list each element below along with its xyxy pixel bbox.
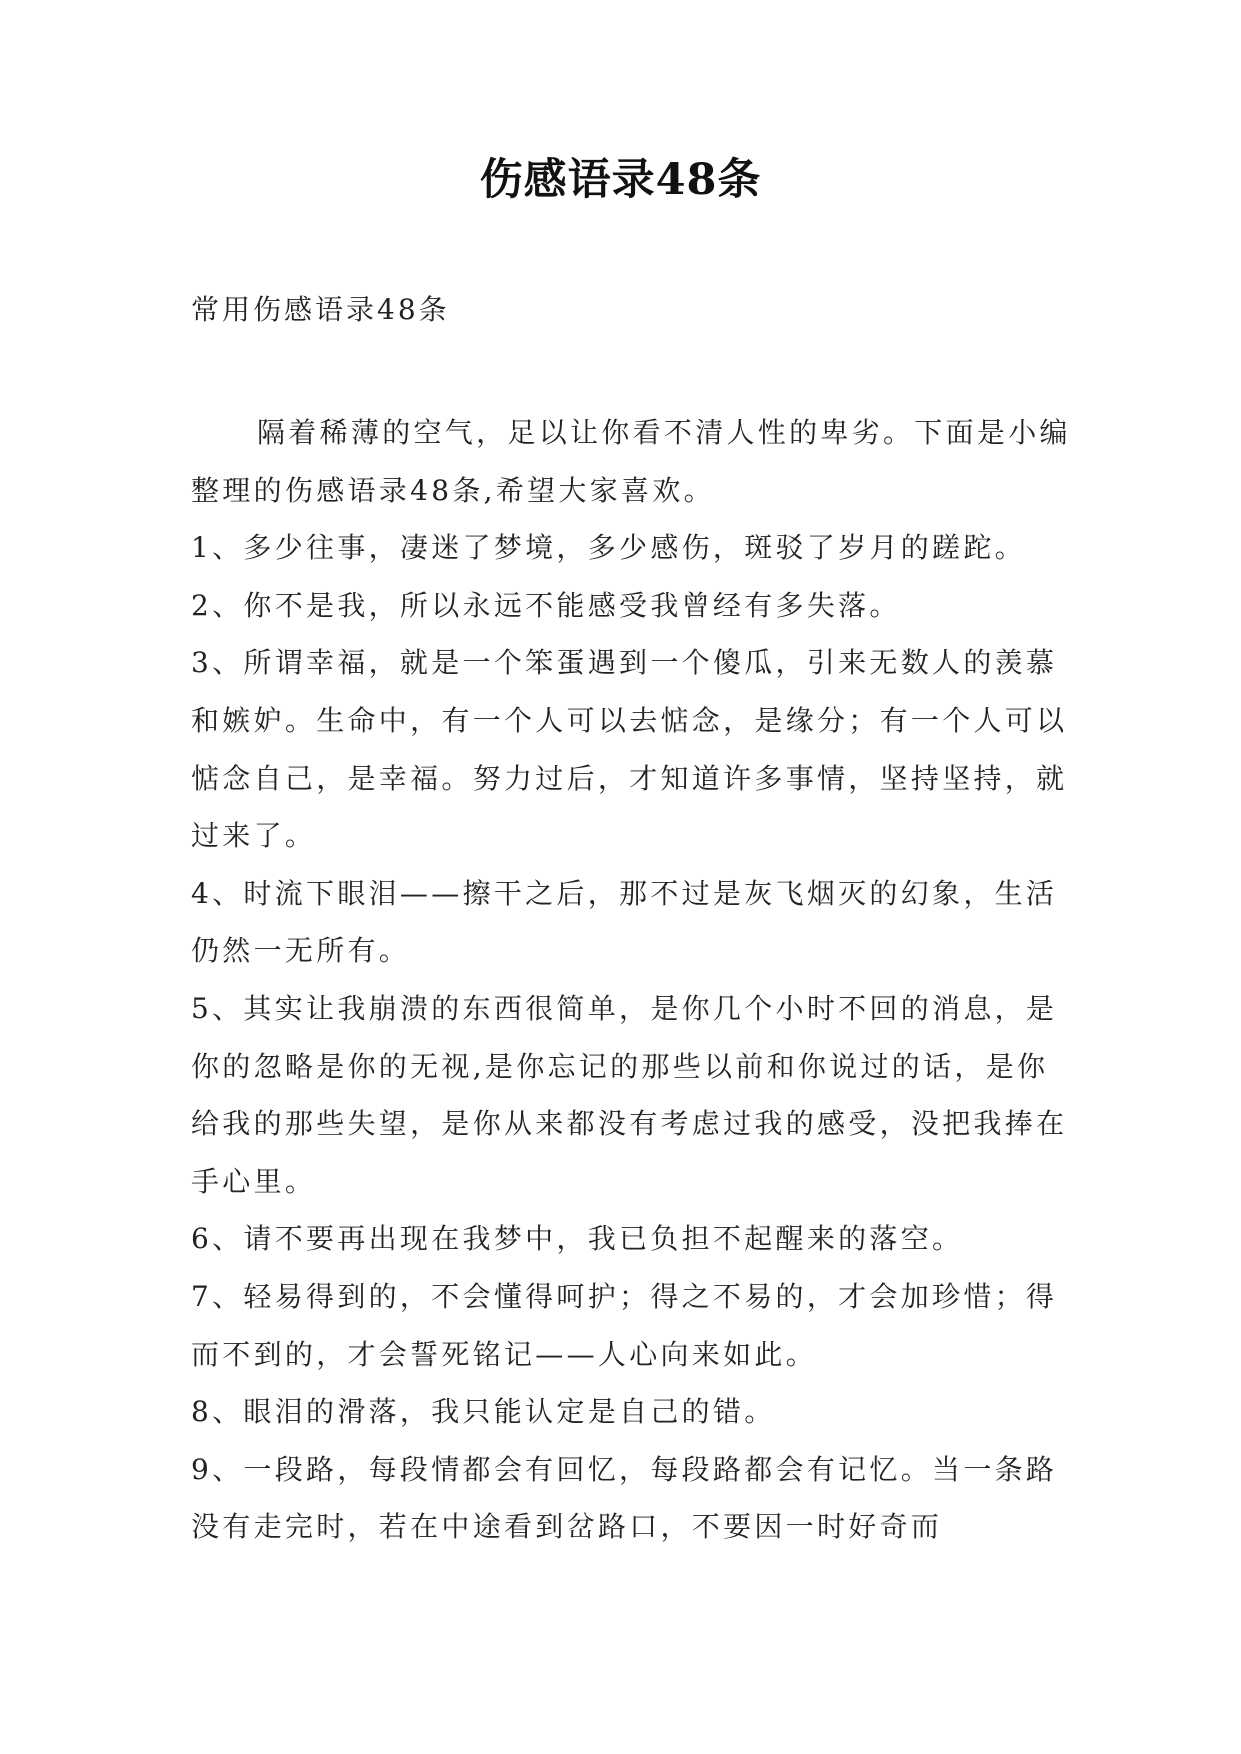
document-subtitle: 常用伤感语录48条	[191, 293, 450, 326]
quote-item: 3、所谓幸福，就是一个笨蛋遇到一个傻瓜，引来无数人的羡慕和嫉妒。生命中，有一个人可以去惦念，是缘分；有一个人可以惦念自己，是幸福。努力过后，才知道许多事情，坚持坚持，就过来了。	[191, 646, 1068, 853]
quote-item: 1、多少往事，凄迷了梦境，多少感伤，斑驳了岁月的蹉跎。	[191, 531, 1026, 565]
quote-item: 7、轻易得到的，不会懂得呵护；得之不易的，才会加珍惜；得而不到的，才会誓死铭记——人心向来如此。	[191, 1279, 1058, 1371]
quote-item: 2、你不是我，所以永远不能感受我曾经有多失落。	[191, 588, 901, 622]
quote-item: 4、时流下眼泪——擦干之后，那不过是灰飞烟灭的幻象，生活仍然一无所有。	[191, 876, 1058, 968]
document-title: 伤感语录48条	[479, 155, 762, 205]
quote-item: 8、眼泪的滑落，我只能认定是自己的错。	[191, 1395, 776, 1429]
quote-item: 5、其实让我崩溃的东西很简单，是你几个小时不回的消息，是你的忽略是你的无视,是你忘记的那些以前和你说过的话，是你给我的那些失望，是你从来都没有考虑过我的感受，没把我捧在手心里。	[191, 991, 1068, 1198]
quote-item: 9、一段路，每段情都会有回忆，每段路都会有记忆。当一条路没有走完时，若在中途看到岔路口，不要因一时好奇而	[191, 1452, 1058, 1544]
quote-item: 6、请不要再出现在我梦中，我已负担不起醒来的落空。	[191, 1222, 964, 1256]
document-body	[191, 404, 1071, 1556]
intro-paragraph: 隔着稀薄的空气，足以让你看不清人性的卑劣。下面是小编整理的伤感语录48条,希望大家喜欢。	[191, 416, 1071, 507]
